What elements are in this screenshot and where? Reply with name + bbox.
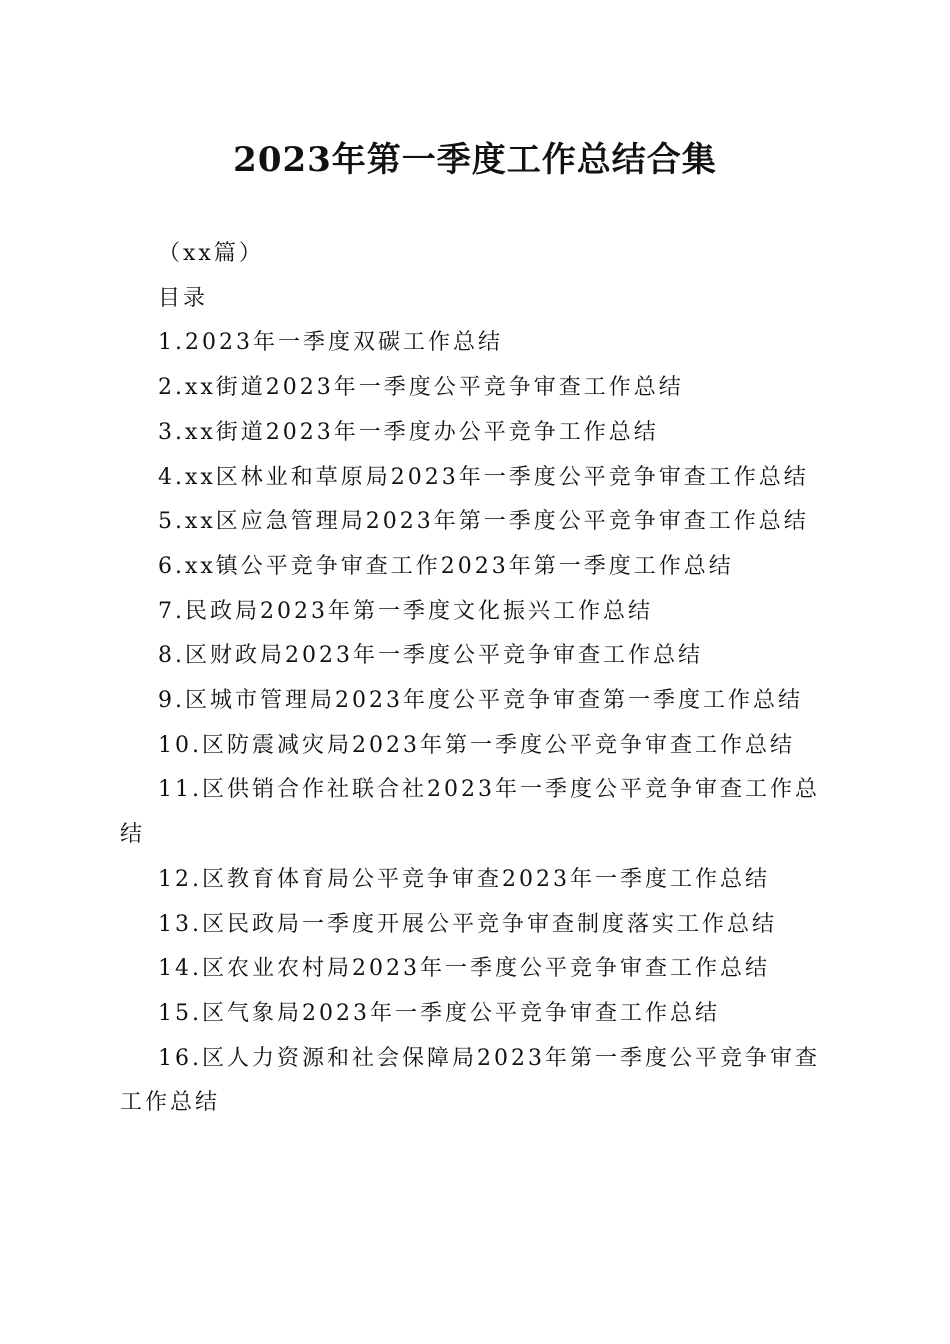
toc-item-8: 8.区财政局2023年一季度公平竞争审查工作总结 bbox=[158, 643, 703, 669]
toc-item-2: 2.xx街道2023年一季度公平竞争审查工作总结 bbox=[158, 375, 684, 401]
toc-item-3: 3.xx街道2023年一季度办公平竞争工作总结 bbox=[158, 419, 659, 445]
toc-item-16: 16.区人力资源和社会保障局2023年第一季度公平竞争审查工作总结 bbox=[120, 1045, 820, 1116]
toc-item-4: 4.xx区林业和草原局2023年一季度公平竞争审查工作总结 bbox=[158, 464, 809, 490]
toc-item-5: 5.xx区应急管理局2023年第一季度公平竞争审查工作总结 bbox=[158, 509, 809, 535]
document-body bbox=[120, 232, 828, 1126]
toc-item-6: 6.xx镇公平竞争审查工作2023年第一季度工作总结 bbox=[158, 553, 734, 579]
document-title: 2023年第一季度工作总结合集 bbox=[233, 140, 717, 180]
toc-item-10: 10.区防震减灾局2023年第一季度公平竞争审查工作总结 bbox=[158, 732, 795, 758]
toc-item-12: 12.区教育体育局公平竞争审查2023年一季度工作总结 bbox=[158, 866, 770, 892]
count-note: （xx篇） bbox=[158, 241, 264, 266]
toc-heading: 目录 bbox=[158, 285, 209, 311]
toc-item-7: 7.民政局2023年第一季度文化振兴工作总结 bbox=[158, 598, 653, 624]
toc-item-11: 11.区供销合作社联合社2023年一季度公平竞争审查工作总结 bbox=[120, 777, 820, 848]
toc-item-1: 1.2023年一季度双碳工作总结 bbox=[158, 330, 503, 356]
toc-item-14: 14.区农业农村局2023年一季度公平竞争审查工作总结 bbox=[158, 956, 770, 982]
toc-list bbox=[120, 321, 828, 1126]
toc-item-15: 15.区气象局2023年一季度公平竞争审查工作总结 bbox=[158, 1000, 720, 1026]
toc-item-13: 13.区民政局一季度开展公平竞争审查制度落实工作总结 bbox=[158, 911, 777, 937]
toc-item-9: 9.区城市管理局2023年度公平竞争审查第一季度工作总结 bbox=[158, 688, 803, 714]
